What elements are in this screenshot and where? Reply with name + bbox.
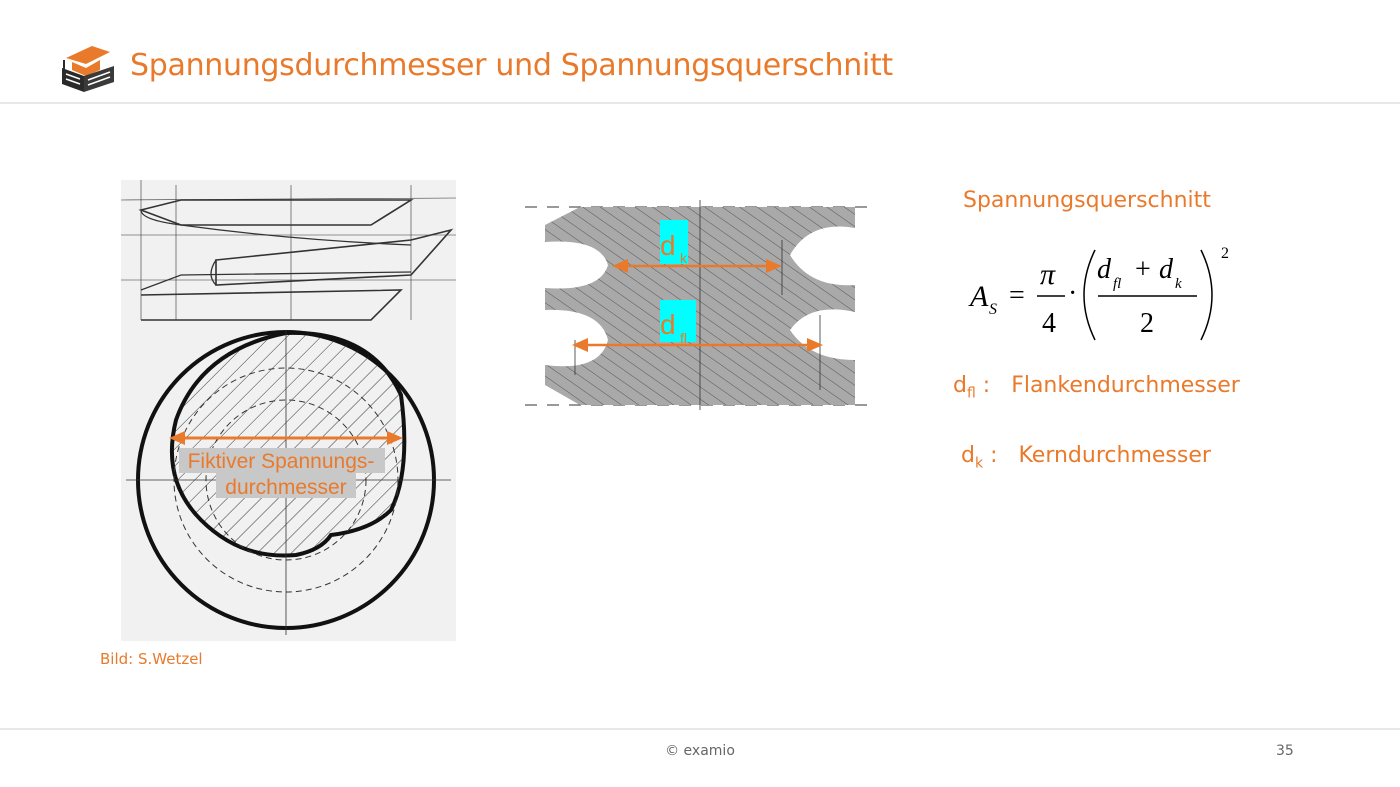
definition-dk — [961, 443, 1211, 471]
footer-copyright: © examio — [665, 743, 735, 759]
definition-dk-symbol: d — [961, 443, 975, 468]
formula-lhs-sub: S — [989, 301, 997, 318]
formula-num-d2: d — [1159, 254, 1173, 285]
stress-diameter-label-line2: durchmesser — [225, 476, 347, 499]
thread-stress-diameter-drawing — [121, 180, 456, 641]
graduation-cap-book-icon — [58, 40, 118, 94]
formula-den: 2 — [1140, 308, 1154, 339]
definition-dfl-text: Flankendurchmesser — [1011, 373, 1240, 398]
formula-exponent: 2 — [1221, 245, 1229, 262]
slide-header — [0, 0, 1400, 104]
formula-equals: = — [1009, 280, 1025, 311]
page-title: Spannungsdurchmesser und Spannungsquerschnitt — [130, 48, 893, 83]
definition-dfl-symbol: d — [953, 373, 967, 398]
stress-diameter-label-line1: Fiktiver Spannungs- — [187, 450, 375, 473]
definition-dfl-separator: : — [975, 373, 1012, 398]
dfl-label: d — [660, 309, 676, 340]
formula-plus: + — [1135, 254, 1151, 285]
formula-dot: · — [1068, 278, 1078, 309]
definition-dk-sub: k — [974, 455, 984, 472]
formula-lhs: A — [970, 280, 989, 313]
formula-num-sub2: k — [1175, 276, 1182, 292]
footer-divider — [0, 728, 1400, 730]
dfl-label-sub: fl — [680, 330, 687, 346]
formula-four: 4 — [1042, 308, 1056, 339]
header-divider — [0, 102, 1400, 104]
section-title: Spannungsquerschnitt — [963, 188, 1211, 213]
dk-label-sub: k — [680, 250, 687, 266]
definition-dk-separator: : — [983, 443, 1019, 468]
formula-num-d1: d — [1097, 254, 1111, 285]
dk-label: d — [660, 230, 676, 261]
definition-dfl — [953, 373, 1240, 401]
image-credit: Bild: S.Wetzel — [100, 650, 203, 668]
stress-area-formula — [965, 240, 1245, 350]
thread-profile-drawing — [520, 200, 880, 412]
formula-num-sub1: fl — [1113, 276, 1122, 292]
formula-pi: π — [1040, 258, 1056, 291]
page-number: 35 — [1276, 743, 1294, 759]
definition-dfl-sub: fl — [966, 385, 976, 402]
definition-dk-text: Kerndurchmesser — [1018, 443, 1211, 468]
